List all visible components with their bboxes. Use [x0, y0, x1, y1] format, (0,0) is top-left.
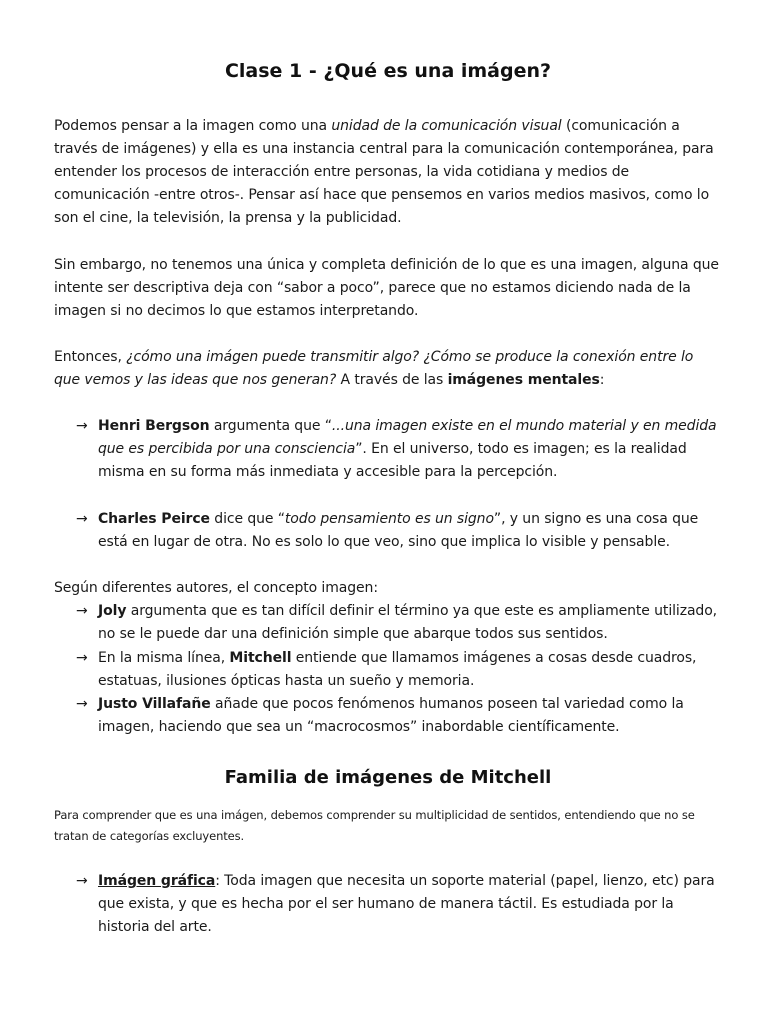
paragraph-3	[54, 346, 722, 392]
grafica-text: : Toda imagen que necesita un soporte material (papel, lienzo, etc) para que exista, y que es hecha por el ser humano de manera táctil. Es estudiada por la historia del arte.	[98, 873, 715, 935]
arrow-icon: →	[76, 696, 88, 712]
para3-bold: imágenes mentales	[447, 372, 600, 388]
arrow-icon: →	[76, 603, 88, 619]
para3-text-e: :	[599, 372, 605, 388]
bergson-text-a: argumenta que “	[209, 418, 332, 434]
arrow-icon: →	[76, 650, 88, 666]
arrow-icon: →	[76, 511, 88, 527]
section-heading-block	[54, 767, 722, 788]
bullet-joly	[76, 600, 726, 646]
peirce-name: Charles Peirce	[98, 511, 210, 527]
bullet-villafane	[76, 693, 726, 739]
bergson-name: Henri Bergson	[98, 418, 210, 434]
villafane-text: añade que pocos fenómenos humanos poseen tal variedad como la imagen, haciendo que sea un “macrocosmos” inabordable científicamente.	[98, 696, 684, 735]
grafica-name: Imágen gráfica	[98, 873, 216, 889]
bullet-bergson	[76, 415, 726, 484]
authors-intro-text: Según diferentes autores, el concepto imagen:	[54, 580, 378, 596]
intro-paragraph	[54, 115, 722, 230]
mitchell-name: Mitchell	[229, 650, 292, 666]
joly-name: Joly	[98, 603, 127, 619]
section-intro	[54, 805, 722, 847]
para3-text-a: Entonces,	[54, 349, 127, 365]
page-title: Clase 1 - ¿Qué es una imágen?	[224, 60, 552, 82]
intro-text-c: (comunicación a través de imágenes) y ella es una instancia central para la comunicación contemporánea, para entender los procesos de interacción entre personas, la vida cotidiana y medios de comunicación -entre otros-. Pensar así hace que pensemos en varios medios masivos, como lo son el cine, la televisión, la prensa y la publicidad.	[54, 118, 714, 226]
section-intro-text: Para comprender que es una imágen, debemos comprender su multiplicidad de sentidos, entendiendo que no se tratan de categorías excluyentes.	[54, 808, 695, 843]
villafane-name: Justo Villafañe	[98, 696, 211, 712]
peirce-quote: todo pensamiento es un signo	[284, 511, 494, 527]
bergson-quote: ...una imagen existe en el mundo material y en medida que es percibida por una consciencia	[98, 418, 717, 457]
mitchell-text-b: entiende que llamamos imágenes a cosas desde cuadros, estatuas, ilusiones ópticas hasta un sueño y memoria.	[98, 650, 697, 689]
bullet-mitchell	[76, 647, 726, 693]
bullet-grafica	[76, 870, 726, 939]
paragraph-2	[54, 254, 722, 323]
peirce-text-c: ”, y un signo es una cosa que está en lugar de otra. No es solo lo que veo, sino que implica lo visible y pensable.	[98, 511, 699, 550]
paragraph-2-text: Sin embargo, no tenemos una única y completa definición de lo que es una imagen, alguna que intente ser descriptiva deja con “sabor a poco”, parece que no estamos diciendo nada de la imagen si no decimos lo que estamos interpretando.	[54, 257, 719, 319]
arrow-icon: →	[76, 418, 88, 434]
section-heading: Familia de imágenes de Mitchell	[224, 767, 552, 788]
arrow-icon: →	[76, 873, 88, 889]
intro-text-a: Podemos pensar a la imagen como una	[54, 118, 332, 134]
para3-question: ¿cómo una imágen puede transmitir algo? ¿Cómo se produce la conexión entre lo que vemos y las ideas que nos generan?	[54, 349, 694, 388]
authors-intro	[54, 577, 722, 600]
title-block	[54, 60, 722, 82]
bergson-text-c: ”. En el universo, todo es imagen; es la realidad misma en su forma más inmediata y accesible para la percepción.	[98, 441, 687, 480]
bullet-peirce	[76, 508, 726, 554]
joly-text: argumenta que es tan difícil definir el término ya que este es ampliamente utilizado, no se le puede dar una definición simple que abarque todos sus sentidos.	[98, 603, 718, 642]
mitchell-text-a: En la misma línea,	[98, 650, 230, 666]
intro-emphasis: unidad de la comunicación visual	[331, 118, 562, 134]
peirce-text-a: dice que “	[209, 511, 285, 527]
para3-text-c: A través de las	[336, 372, 448, 388]
